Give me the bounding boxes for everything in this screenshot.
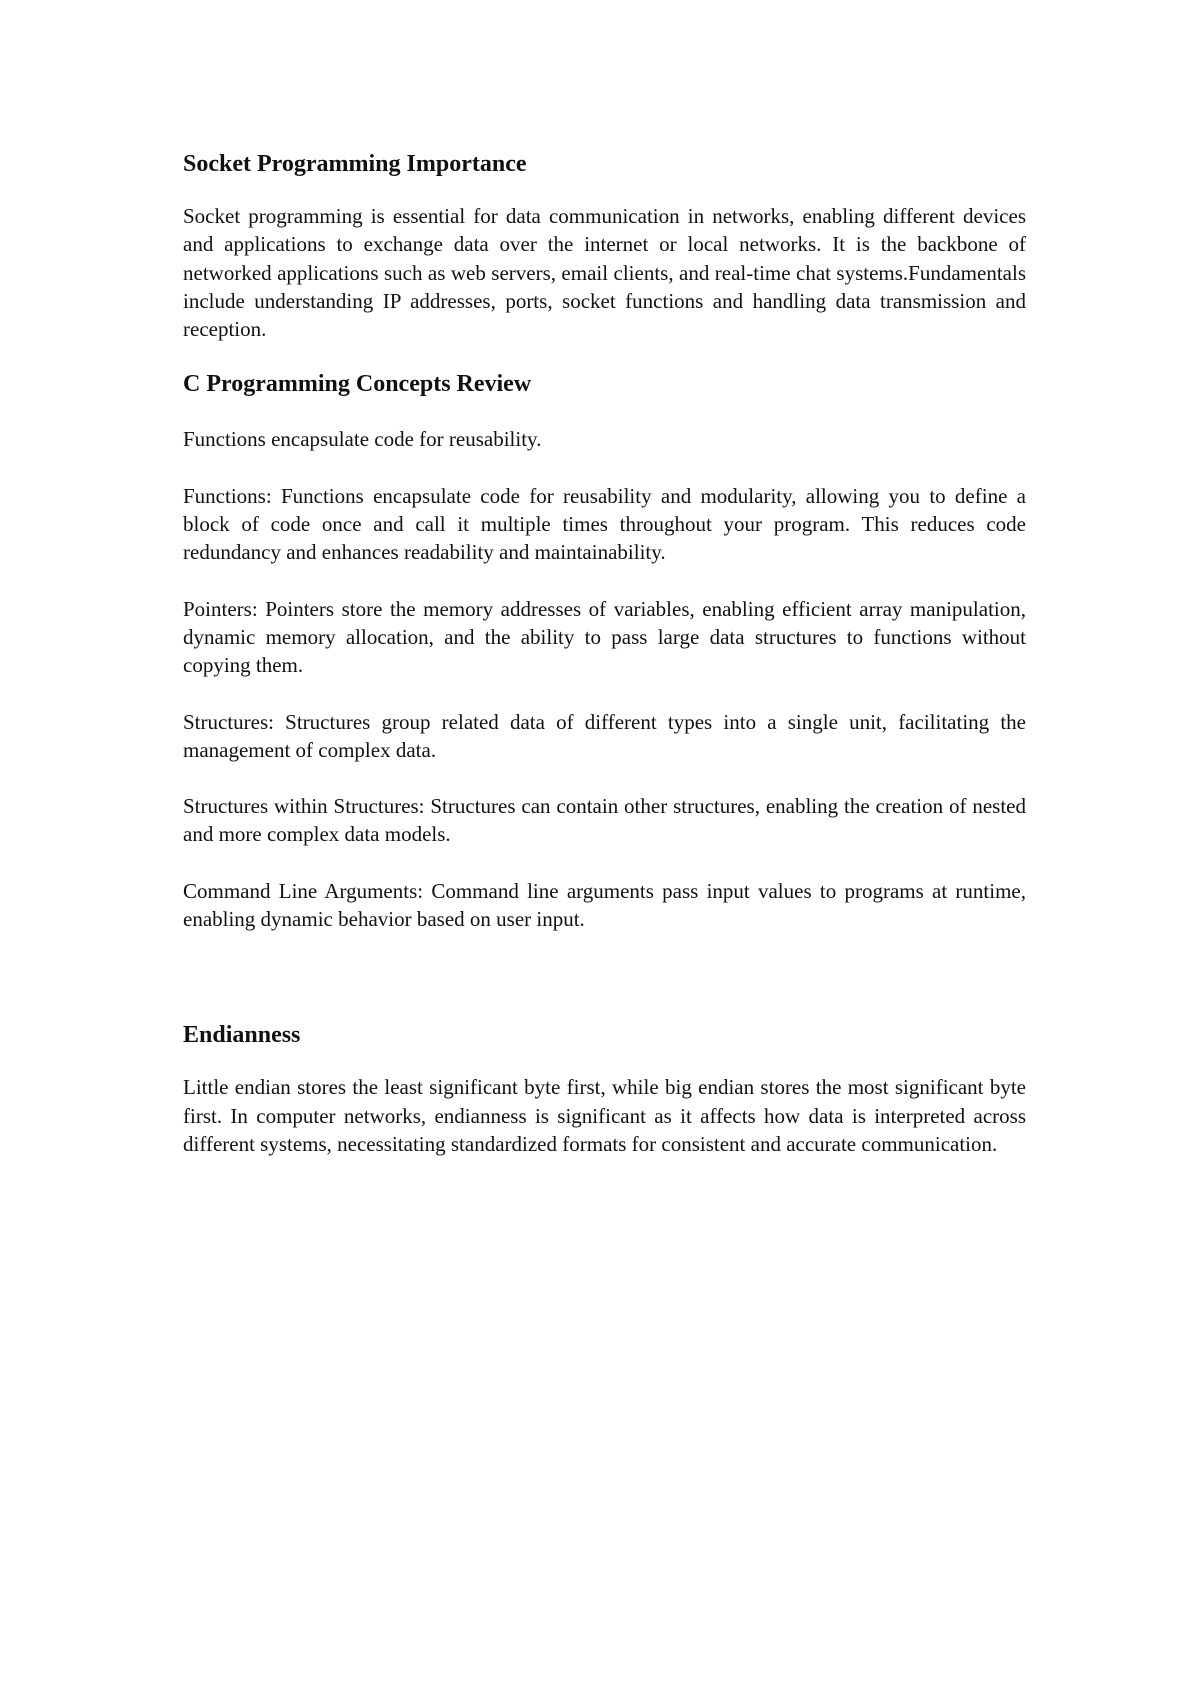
- paragraph-command-line-args: Command Line Arguments: Command line arguments pass input values to programs at runtime, enabling dynamic behavior based on user input.: [183, 878, 1026, 932]
- section-heading-socket: Socket Programming Importance: [183, 151, 527, 177]
- paragraph-nested-structures: Structures within Structures: Structures can contain other structures, enabling the creation of nested and more complex data models.: [183, 794, 1026, 847]
- paragraph-structures: Structures: Structures group related data of different types into a single unit, facilitating the management of complex data.: [183, 709, 1026, 762]
- section-heading-c-review: C Programming Concepts Review: [183, 371, 532, 398]
- paragraph-functions: Functions: Functions encapsulate code for reusability and modularity, allowing you to define a block of code once and call it multiple times throughout your program. This reduces code redundancy and enhances readability and maintainability.: [183, 483, 1026, 565]
- paragraph-socket: Socket programming is essential for data communication in networks, enabling different devices and applications to exchange data over the internet or local networks. It is the backbone of networked applications such as web servers, email clients, and real-time chat systems.Fundamentals include understanding IP addresses, ports, socket functions and handling data transmission and reception.: [183, 204, 1026, 342]
- paragraph-endianness: Little endian stores the least significant byte first, while big endian stores the most significant byte first. In computer networks, endianness is significant as it affects how data is interpreted across different systems, necessitating standardized formats for consistent and accurate communication.: [183, 1075, 1026, 1156]
- paragraph-functions-intro: Functions encapsulate code for reusability.: [183, 427, 542, 452]
- paragraph-pointers: Pointers: Pointers store the memory addresses of variables, enabling efficient array manipulation, dynamic memory allocation, and the ability to pass large data structures to functions without copying them.: [183, 596, 1026, 678]
- section-heading-endianness: Endianness: [183, 1022, 301, 1049]
- document-page: [183, 130, 1026, 1158]
